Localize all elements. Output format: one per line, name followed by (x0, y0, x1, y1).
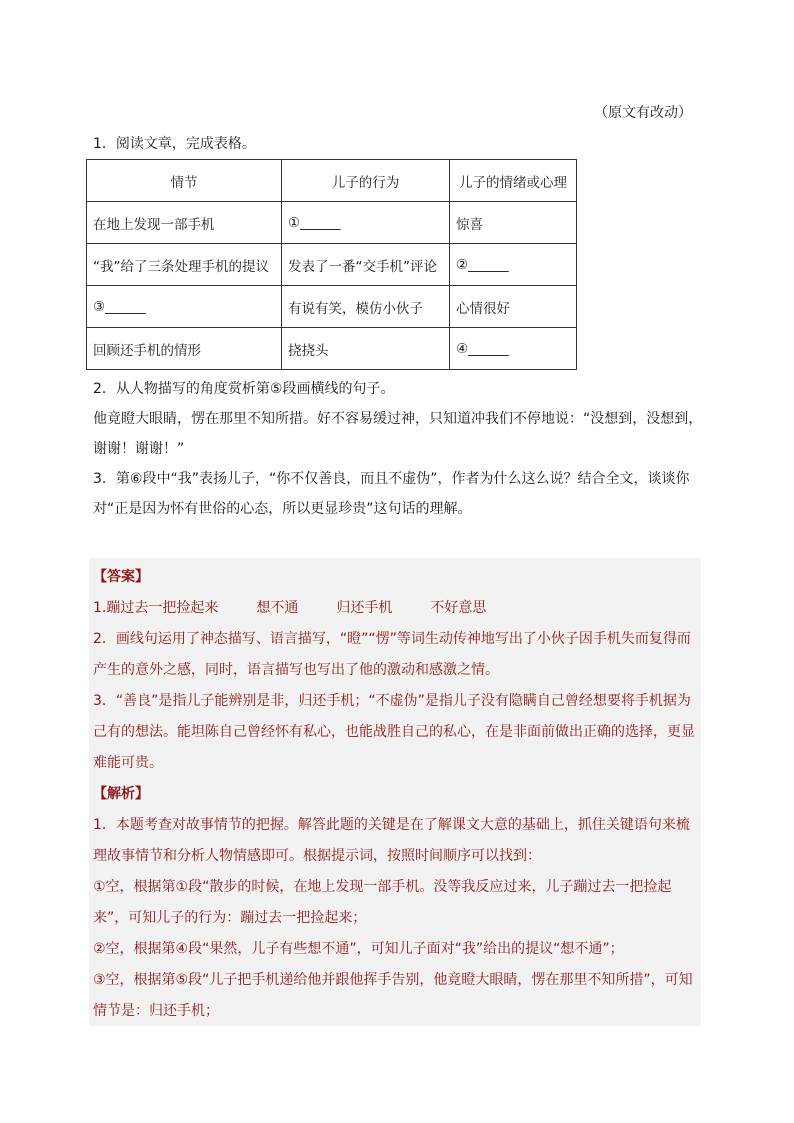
table-cell: ③______ (87, 286, 282, 328)
analysis-paragraph: ①空，根据第①段“散步的时候，在地上发现一部手机。没等我反应过来，儿子蹦过去一把捡起来”，可知儿子的行为：蹦过去一把捡起来； (93, 879, 672, 926)
table-cell: 回顾还手机的情形 (87, 328, 282, 370)
table-row (87, 328, 577, 370)
questions-2-3 (93, 374, 703, 524)
answer-section (89, 558, 701, 1026)
table-row (87, 202, 577, 244)
answer-2: 2．画线句运用了神态描写、语言描写，“瞪”“愣”等词生动传神地写出了小伙子因手机失而复得而产生的意外之感，同时，语言描写也写出了他的激动和感激之情。 (93, 631, 691, 678)
question-2-prompt: 2．从人物描写的角度赏析第⑤段画横线的句子。 (93, 381, 395, 397)
plot-table (86, 159, 577, 370)
table-cell: ④______ (450, 328, 577, 370)
answer-3: 3．“善良”是指儿子能辨别是非，归还手机；“不虚伪”是指儿子没有隐瞒自己曾经想要将手机据为己有的想法。能坦陈自己曾经怀有私心，也能战胜自己的私心，在是非面前做出正确的选择，更显难能可贵。 (93, 693, 695, 771)
analysis-paragraph: ③空，根据第⑤段“儿子把手机递给他并跟他挥手告别，他竟瞪大眼睛，愣在那里不知所措”，可知情节是：归还手机； (93, 972, 693, 1019)
question-1-prompt: 1．阅读文章，完成表格。 (93, 136, 256, 152)
table-cell: 惊喜 (450, 202, 577, 244)
table-cell: 心情很好 (450, 286, 577, 328)
table-cell: 在地上发现一部手机 (87, 202, 282, 244)
table-header: 儿子的情绪或心理 (450, 160, 577, 202)
question-3-prompt: 3．第⑥段中“我”表扬儿子，“你不仅善良，而且不虚伪”，作者为什么这么说？结合全文，谈谈你对“正是因为怀有世俗的心态，所以更显珍贵”这句话的理解。 (93, 471, 690, 517)
table-header-row (87, 160, 577, 202)
analysis-paragraph: 1．本题考查对故事情节的把握。解答此题的关键是在了解课文大意的基础上，抓住关键语句来梳理故事情节和分析人物情感即可。根据提示词，按照时间顺序可以找到： (93, 817, 690, 864)
table-header: 儿子的行为 (282, 160, 450, 202)
table-cell: ②______ (450, 244, 577, 286)
answer-tag: 【答案】 (93, 569, 149, 585)
answer-1-item: 归还手机 (336, 600, 393, 616)
answer-1-item: 1.蹦过去一把捡起来 (93, 600, 219, 616)
table-row (87, 286, 577, 328)
source-note: （原文有改动） (594, 105, 692, 121)
answer-1-item: 不好意思 (430, 600, 487, 616)
analysis-tag: 【解析】 (93, 786, 149, 802)
table-cell: 有说有笑，模仿小伙子 (282, 286, 450, 328)
analysis-paragraph: ②空，根据第④段“果然，儿子有些想不通”，可知儿子面对“我”给出的提议“想不通”； (93, 941, 624, 957)
table-cell: ①______ (282, 202, 450, 244)
answer-1 (93, 593, 697, 624)
answer-1-item: 想不通 (256, 600, 299, 616)
table-header: 情节 (87, 160, 282, 202)
table-cell: 挠挠头 (282, 328, 450, 370)
table-cell: 发表了一番“交手机”评论 (282, 244, 450, 286)
question-2-quote: 他竟瞪大眼睛，愣在那里不知所措。好不容易缓过神，只知道冲我们不停地说：“没想到，没想到，谢谢！谢谢！” (93, 411, 703, 457)
table-row (87, 244, 577, 286)
table-cell: “我”给了三条处理手机的提议 (87, 244, 282, 286)
